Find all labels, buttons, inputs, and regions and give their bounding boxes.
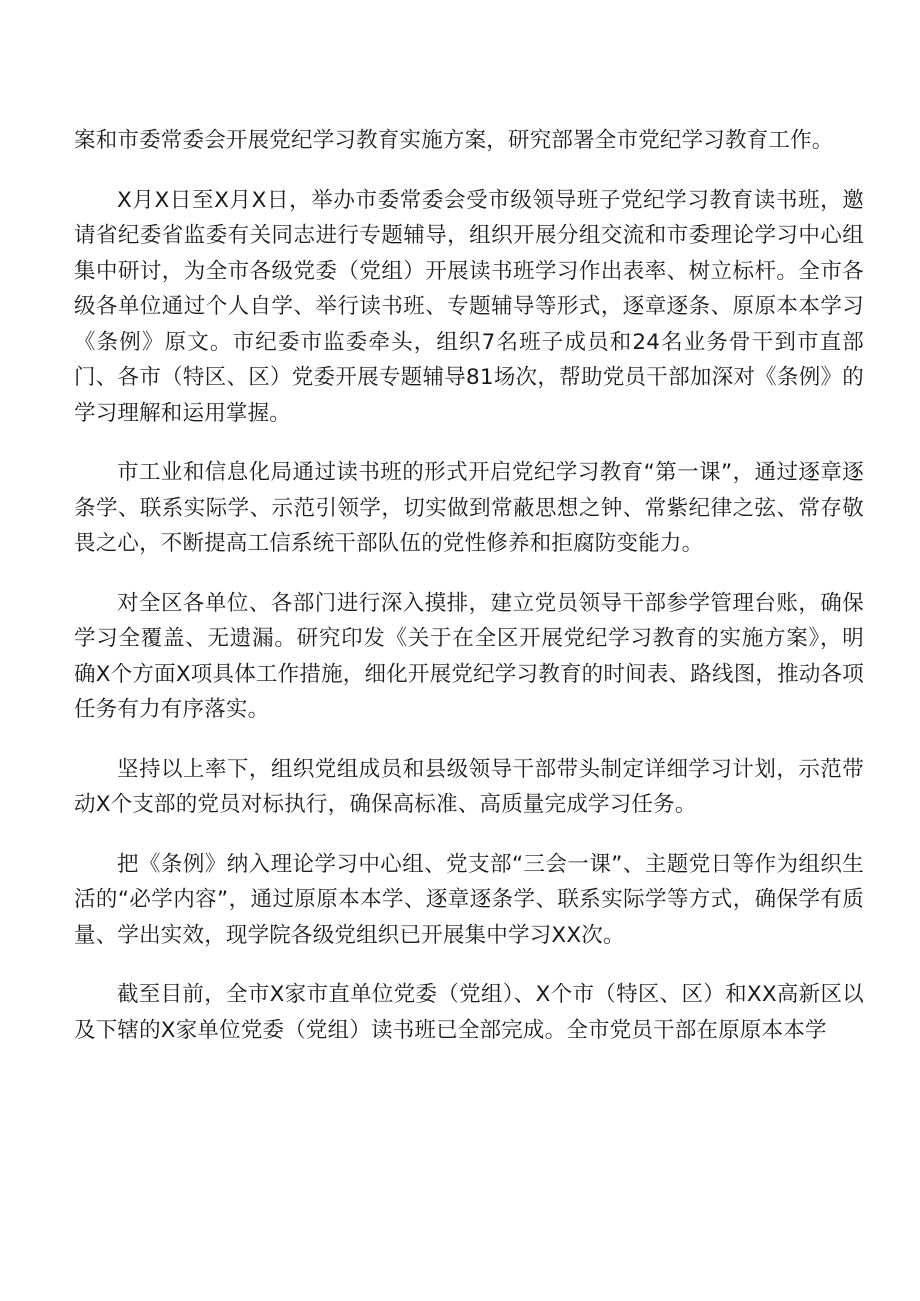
paragraph-3: 市工业和信息化局通过读书班的形式开启党纪学习教育“第一课”，通过逐章逐条学、联系实际学、示范引领学，切实做到常蔽思想之钟、常紫纪律之弦、常存敬畏之心，不断提高工信系统干部队伍的党性修养和拒腐防变能力。 — [74, 460, 864, 556]
paragraph-1: 案和市委常委会开展党纪学习教育实施方案，研究部署全市党纪学习教育工作。 — [74, 128, 834, 153]
paragraph-7: 截至目前，全市X家市直单位党委（党组）、X个市（特区、区）和XX高新区以及下辖的X家单位党委（党组）读书班已全部完成。全市党员干部在原原本本学 — [74, 982, 864, 1043]
paragraph-6: 把《条例》纳入理论学习中心组、党支部“三会一课”、主题党日等作为组织生活的“必学内容”，通过原原本本学、逐章逐条学、联系实际学等方式，确保学有质量、学出实效，现学院各级党组织已开展集中学习XX次。 — [74, 851, 864, 948]
document-body — [74, 123, 864, 1048]
paragraph-2: X月X日至X月X日，举办市委常委会受市级领导班子党纪学习教育读书班，邀请省纪委省监委有关同志进行专题辅导，组织开展分组交流和市委理论学习中心组集中研讨，为全市各级党委（党组）开展读书班学习作出表率、树立标杆。全市各级各单位通过个人自学、举行读书班、专题辅导等形式，逐章逐条、原原本本学习《条例》原文。市纪委市监委牵头，组织7名班子成员和24名业务骨干到市直部门、各市（特区、区）党委开展专题辅导81场次，帮助党员干部加深对《条例》的学习理解和运用掌握。 — [74, 187, 864, 426]
paragraph-4: 对全区各单位、各部门进行深入摸排，建立党员领导干部参学管理台账，确保学习全覆盖、无遗漏。研究印发《关于在全区开展党纪学习教育的实施方案》，明确X个方面X项具体工作措施，细化开展党纪学习教育的时间表、路线图，推动各项任务有力有序落实。 — [74, 590, 864, 722]
paragraph-5: 坚持以上率下，组织党组成员和县级领导干部带头制定详细学习计划，示范带动X个支部的党员对标执行，确保高标准、高质量完成学习任务。 — [74, 756, 864, 817]
